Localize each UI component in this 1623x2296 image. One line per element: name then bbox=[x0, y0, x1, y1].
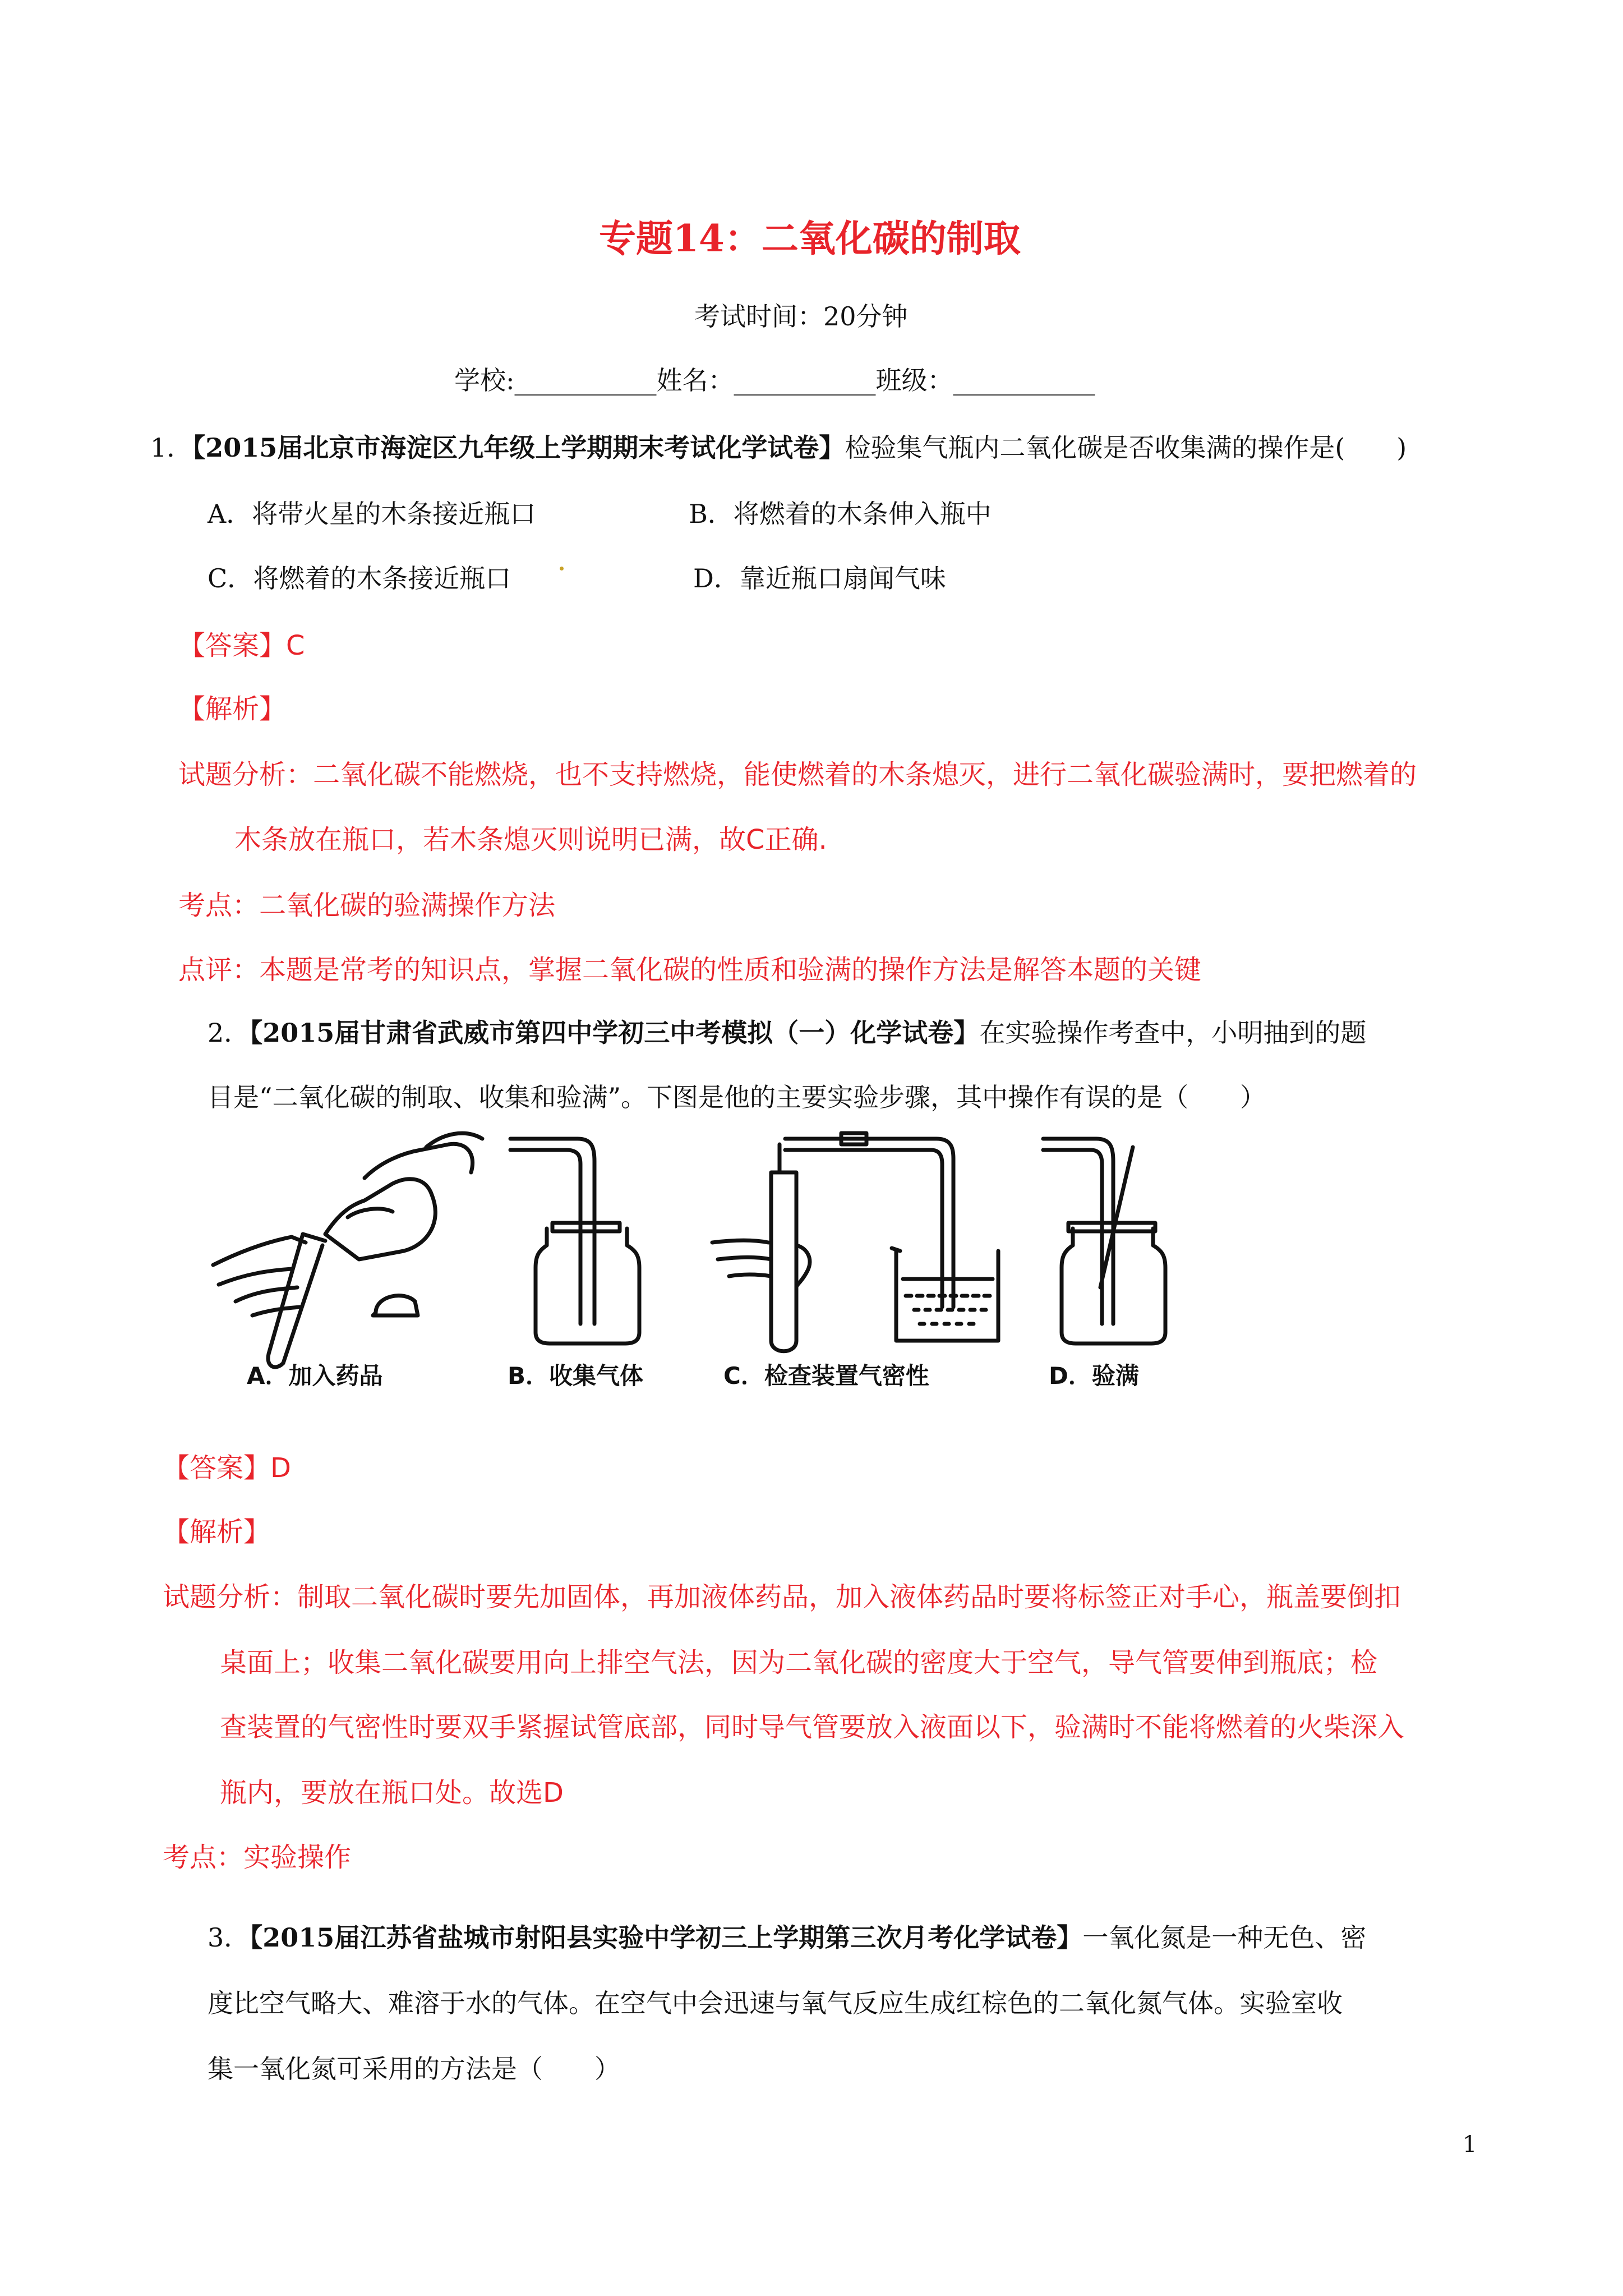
student-info-fields: 学校:___________姓名：___________班级：___________ bbox=[454, 365, 1095, 395]
question-text: 在实验操作考查中，小明抽到的题 bbox=[979, 1018, 1367, 1048]
figure-c-airtightness-check bbox=[712, 1133, 998, 1351]
knowledge-point: 考点：二氧化碳的验满操作方法 bbox=[178, 890, 556, 921]
analysis-text: 瓶内，要放在瓶口处。故选D bbox=[220, 1777, 564, 1809]
page-title: 专题14：二氧化碳的制取 bbox=[599, 217, 1021, 260]
figure-b-gas-bottle bbox=[510, 1139, 639, 1343]
option-d: D．靠近瓶口扇闻气味 bbox=[693, 563, 946, 593]
knowledge-point: 考点：实验操作 bbox=[163, 1842, 352, 1873]
question-2-stem bbox=[208, 1013, 1366, 1050]
question-number: 1． bbox=[150, 432, 193, 463]
figure-label-d: D．验满 bbox=[1049, 1362, 1139, 1389]
answer-label: 【答案】C bbox=[178, 630, 305, 661]
option-b: B．将燃着的木条伸入瓶中 bbox=[689, 499, 992, 529]
question-text: 一氧化氮是一种无色、密 bbox=[1082, 1922, 1367, 1953]
analysis-text: 木条放在瓶口，若木条熄灭则说明已满，故C正确. bbox=[234, 824, 827, 855]
question-source: 【2015届北京市海淀区九年级上学期期末考试化学试卷】 bbox=[192, 432, 845, 463]
figure-label-a: A．加入药品 bbox=[247, 1362, 383, 1389]
exam-time: 考试时间：20分钟 bbox=[694, 301, 908, 332]
question-3-stem-line2: 度比空气略大、难溶于水的气体。在空气中会迅速与氧气反应生成红棕色的二氧化氮气体。实验室收 bbox=[208, 1988, 1343, 2018]
question-source: 【2015届江苏省盐城市射阳县实验中学初三上学期第三次月考化学试卷】 bbox=[250, 1922, 1083, 1953]
question-number: 2． bbox=[208, 1018, 250, 1048]
analysis-text: 桌面上；收集二氧化碳要用向上排空气法，因为二氧化碳的密度大于空气，导气管要伸到瓶底；检 bbox=[220, 1647, 1378, 1678]
analysis-text: 查装置的气密性时要双手紧握试管底部，同时导气管要放入液面以下，验满时不能将燃着的火柴深入 bbox=[220, 1711, 1405, 1743]
question-2-stem-line2: 目是“二氧化碳的制取、收集和验满”。下图是他的主要实验步骤，其中操作有误的是（ ） bbox=[208, 1082, 1266, 1112]
question-number: 3． bbox=[208, 1922, 250, 1953]
answer-label: 【答案】D bbox=[163, 1452, 291, 1484]
option-a: A．将带火星的木条接近瓶口 bbox=[208, 499, 536, 529]
figure-label-c: C．检查装置气密性 bbox=[723, 1362, 929, 1389]
stray-dot bbox=[560, 567, 564, 570]
figure-a-adding-reagent bbox=[213, 1133, 482, 1367]
figure-label-b: B．收集气体 bbox=[508, 1362, 644, 1389]
analysis-text: 试题分析：制取二氧化碳时要先加固体，再加液体药品，加入液体药品时要将标签正对手心，瓶盖要倒扣 bbox=[163, 1581, 1401, 1613]
page-number: 1 bbox=[1463, 2132, 1477, 2157]
option-c: C．将燃着的木条接近瓶口 bbox=[208, 563, 511, 593]
question-3-stem-line3: 集一氧化氮可采用的方法是（ ） bbox=[208, 2054, 620, 2084]
comment: 点评：本题是常考的知识点，掌握二氧化碳的性质和验满的操作方法是解答本题的关键 bbox=[178, 954, 1202, 986]
question-text: 检验集气瓶内二氧化碳是否收集满的操作是( ) bbox=[845, 432, 1407, 463]
question-source: 【2015届甘肃省武威市第四中学初三中考模拟（一）化学试卷】 bbox=[250, 1018, 980, 1048]
question-1-stem bbox=[150, 427, 1407, 464]
analysis-text: 试题分析：二氧化碳不能燃烧，也不支持燃烧，能使燃着的木条熄灭，进行二氧化碳验满时，要把燃着的 bbox=[178, 759, 1417, 790]
analysis-label: 【解析】 bbox=[163, 1516, 271, 1548]
figure-d-checking-fullness bbox=[1043, 1139, 1165, 1343]
analysis-label: 【解析】 bbox=[178, 693, 287, 725]
question-3-stem bbox=[208, 1917, 1366, 1954]
